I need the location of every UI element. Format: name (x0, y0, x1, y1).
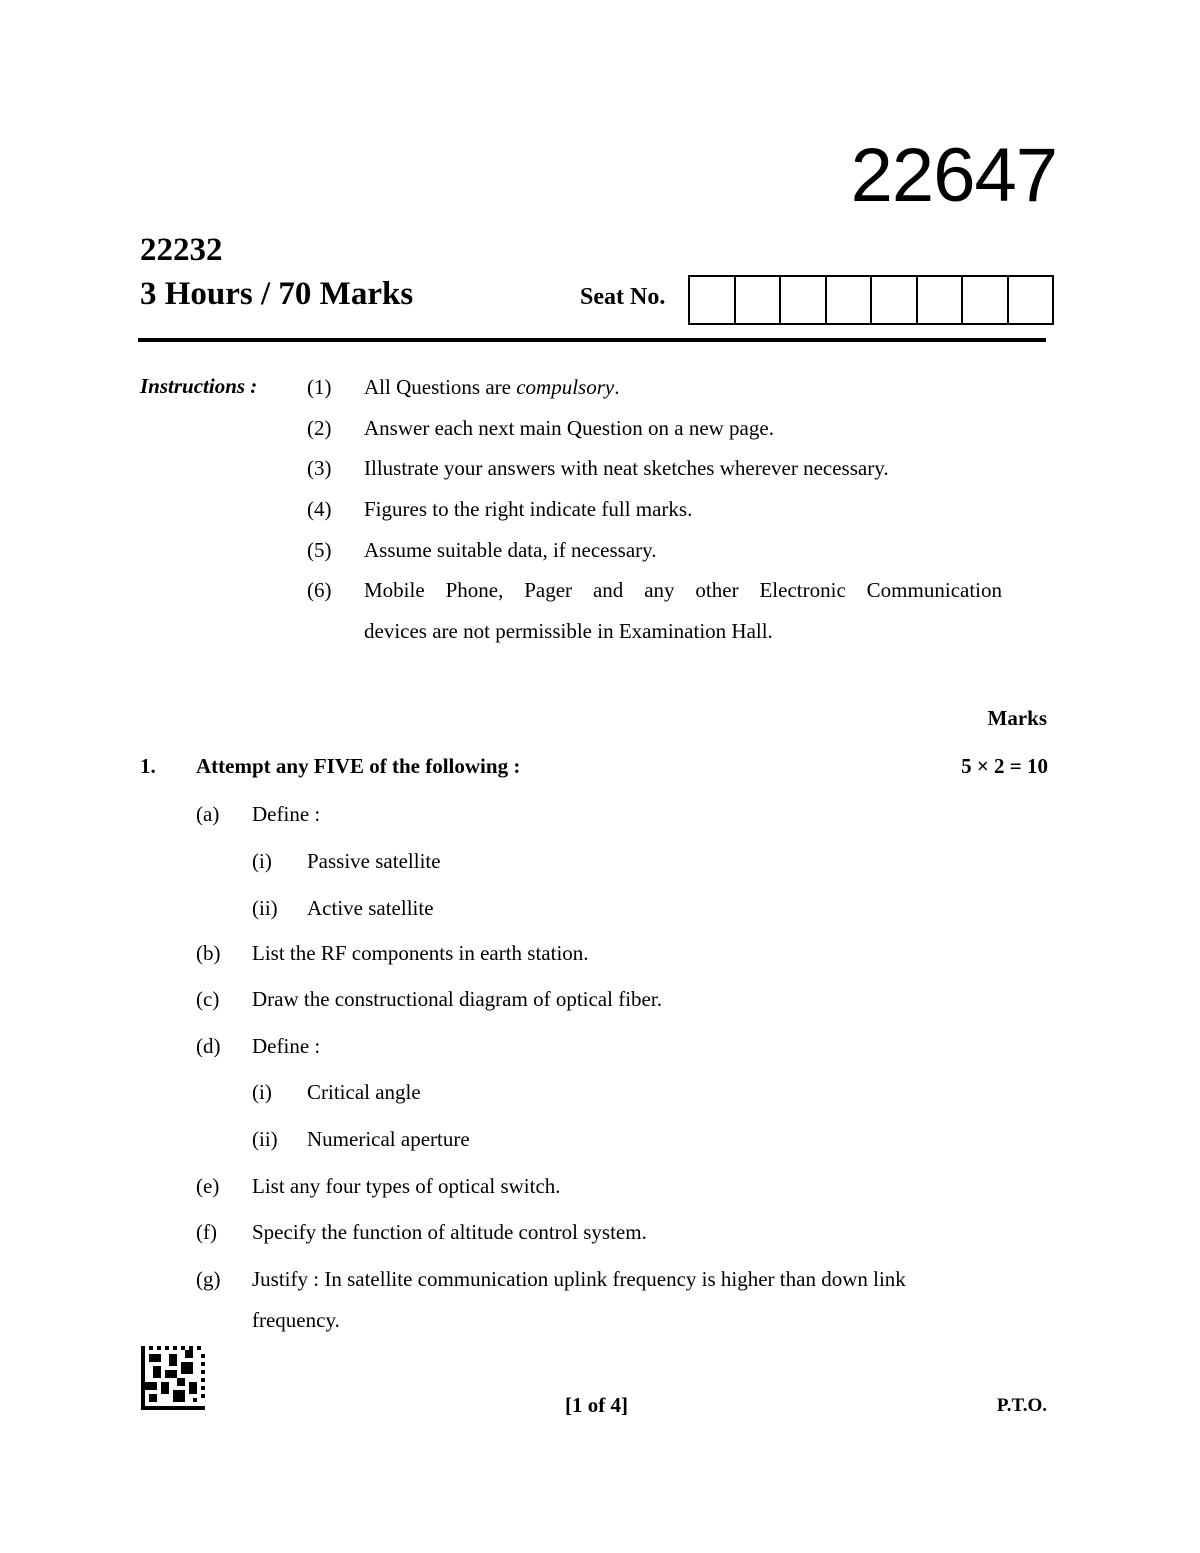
subpart-text: Active satellite (307, 896, 434, 920)
part-label: (f) (196, 1220, 217, 1244)
part-text: Specify the function of altitude control system. (252, 1220, 647, 1244)
part-text: List the RF components in earth station. (252, 941, 589, 965)
seat-box[interactable] (781, 277, 827, 323)
instruction-number: (3) (307, 456, 332, 480)
part-label: (b) (196, 941, 221, 965)
question-title: Attempt any FIVE of the following : (196, 754, 521, 778)
page-number: [1 of 4] (565, 1393, 628, 1417)
seat-box[interactable] (736, 277, 782, 323)
instruction-text: All Questions are compulsory. (364, 375, 620, 399)
marks-heading: Marks (987, 706, 1047, 730)
instruction-text: Answer each next main Question on a new page. (364, 416, 774, 440)
paper-code: 22647 (850, 133, 1057, 218)
instruction-text: Figures to the right indicate full marks. (364, 497, 693, 521)
part-label: (d) (196, 1034, 221, 1058)
datamatrix-barcode (140, 1346, 206, 1410)
please-turn-over: P.T.O. (996, 1395, 1047, 1416)
instruction-number: (5) (307, 538, 332, 562)
part-text: Define : (252, 1034, 321, 1058)
instruction-number: (4) (307, 497, 332, 521)
subpart-text: Passive satellite (307, 849, 441, 873)
subpart-label: (i) (252, 849, 272, 873)
subpart-label: (ii) (252, 1127, 278, 1151)
instruction-number: (1) (307, 375, 332, 399)
instruction-number: (6) (307, 578, 332, 602)
exam-duration: 3 Hours / 70 Marks (140, 276, 414, 312)
seat-box[interactable] (1009, 277, 1053, 323)
instructions-label: Instructions : (140, 374, 258, 398)
subpart-label: (ii) (252, 896, 278, 920)
part-text: Define : (252, 802, 321, 826)
part-text: frequency. (252, 1308, 340, 1332)
instruction-text: Mobile Phone, Pager and any other Electronic Communication (364, 578, 1002, 602)
seat-box[interactable] (872, 277, 918, 323)
instruction-text: Illustrate your answers with neat sketches wherever necessary. (364, 456, 889, 480)
seat-number-boxes[interactable] (688, 275, 1054, 325)
part-text: List any four types of optical switch. (252, 1174, 561, 1198)
emphasis: compulsory (516, 375, 615, 399)
part-label: (c) (196, 987, 220, 1011)
seat-box[interactable] (918, 277, 964, 323)
part-label: (g) (196, 1267, 221, 1291)
instruction-number: (2) (307, 416, 332, 440)
seat-number-label: Seat No. (580, 284, 666, 310)
header-divider (138, 338, 1046, 342)
instruction-text: Assume suitable data, if necessary. (364, 538, 657, 562)
question-marks: 5 × 2 = 10 (961, 754, 1048, 778)
question-number: 1. (140, 754, 156, 778)
seat-box[interactable] (690, 277, 736, 323)
subpart-text: Critical angle (307, 1080, 421, 1104)
subpart-label: (i) (252, 1080, 272, 1104)
subpart-text: Numerical aperture (307, 1127, 470, 1151)
seat-box[interactable] (963, 277, 1009, 323)
part-label: (e) (196, 1174, 220, 1198)
part-label: (a) (196, 802, 220, 826)
instruction-text: devices are not permissible in Examination Hall. (364, 619, 773, 643)
part-text: Draw the constructional diagram of optical fiber. (252, 987, 662, 1011)
seat-box[interactable] (827, 277, 873, 323)
subject-code: 22232 (140, 232, 223, 268)
part-text: Justify : In satellite communication uplink frequency is higher than down link (252, 1267, 906, 1291)
